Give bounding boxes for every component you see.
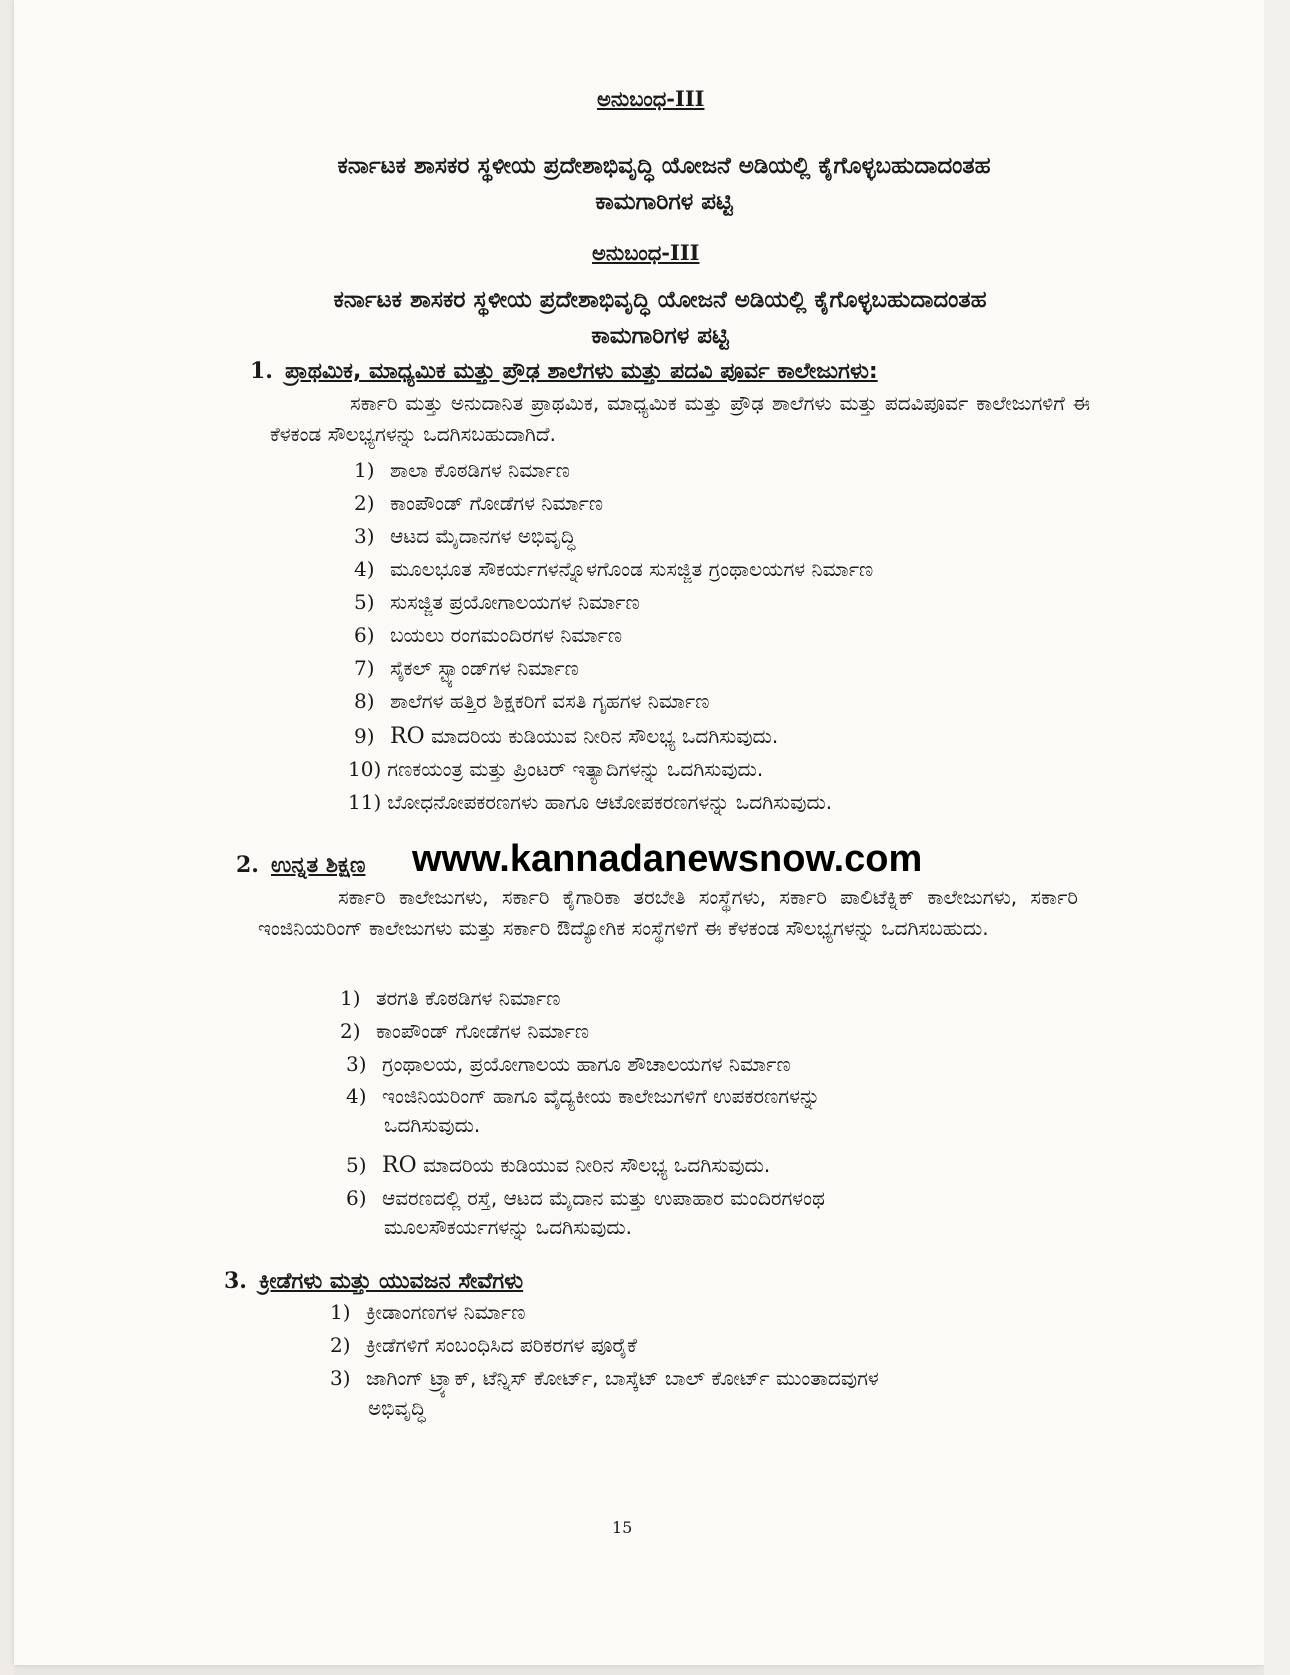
section-title: ಕ್ರೀಡೆಗಳು ಮತ್ತು ಯುವಜನ ಸೇವೆಗಳು	[258, 1269, 524, 1294]
list-item: 5) ಸುಸಜ್ಜಿತ ಪ್ರಯೋಗಾಲಯಗಳ ನಿರ್ಮಾಣ	[354, 590, 640, 614]
title-line-1: ಕರ್ನಾಟಕ ಶಾಸಕರ ಸ್ಥಳೀಯ ಪ್ರದೇಶಾಭಿವೃದ್ಧಿ ಯೋಜನೆ ಅಡಿಯಲ್ಲಿ ಕೈಗೊಳ್ಳಬಹುದಾದಂತಹ	[333, 287, 987, 313]
title-line-2: ಕಾಮಗಾರಿಗಳ ಪಟ್ಟಿ	[595, 189, 733, 215]
list-item: 11) ಬೋಧನೋಪಕರಣಗಳು ಹಾಗೂ ಆಟೋಪಕರಣಗಳನ್ನು ಒದಗಿಸುವುದು.	[348, 790, 833, 814]
section-title: ಪ್ರಾಥಮಿಕ, ಮಾಧ್ಯಮಿಕ ಮತ್ತು ಪ್ರೌಢ ಶಾಲೆಗಳು ಮತ್ತು ಪದವಿ ಪೂರ್ವ ಕಾಲೇಜುಗಳು:	[284, 359, 878, 384]
title-line-2: ಕಾಮಗಾರಿಗಳ ಪಟ್ಟಿ	[591, 323, 729, 349]
list-item: 9) RO ಮಾದರಿಯ ಕುಡಿಯುವ ನೀರಿನ ಸೌಲಭ್ಯ ಒದಗಿಸುವುದು.	[354, 724, 779, 749]
section-2-intro: ಸರ್ಕಾರಿ ಕಾಲೇಜುಗಳು, ಸರ್ಕಾರಿ ಕೈಗಾರಿಕಾ ತರಬೇತಿ ಸಂಸ್ಥೆಗಳು, ಸರ್ಕಾರಿ ಪಾಲಿಟೆಕ್ನಿಕ್ ಕಾಲೇಜುಗಳು, ಸರ್ಕಾರಿ ಇಂಜಿನಿಯರಿಂಗ್ ಕಾಲೇಜುಗಳು ಮತ್ತು ಸರ್ಕಾರಿ ಔದ್ಯೋಗಿಕ ಸಂಸ್ಥೆಗಳಿಗೆ ಈ ಕೆಳಕಂಡ ಸೌಲಭ್ಯಗಳನ್ನು ಒದಗಿಸಬಹುದು.	[258, 885, 1078, 940]
document-title	[210, 282, 1110, 354]
list-item: 3) ಜಾಗಿಂಗ್ ಟ್ರ್ಯಾಕ್, ಟೆನ್ನಿಸ್ ಕೋರ್ಟ್, ಬಾಸ್ಕೆಟ್ ಬಾಲ್ ಕೋರ್ಟ್ ಮುಂತಾದವುಗಳ	[330, 1366, 879, 1390]
section-3-heading	[224, 1268, 523, 1294]
list-item: 5) RO ಮಾದರಿಯ ಕುಡಿಯುವ ನೀರಿನ ಸೌಲಭ್ಯ ಒದಗಿಸುವುದು.	[346, 1153, 771, 1178]
list-item-continuation: ಮೂಲಸೌಕರ್ಯಗಳನ್ನು ಒದಗಿಸುವುದು.	[384, 1215, 633, 1239]
section-number: 1.	[250, 358, 273, 384]
document-page	[14, 0, 1264, 1665]
document-title-top	[214, 148, 1114, 220]
watermark: www.kannadanewsnow.com	[412, 838, 923, 880]
title-line-1: ಕರ್ನಾಟಕ ಶಾಸಕರ ಸ್ಥಳೀಯ ಪ್ರದೇಶಾಭಿವೃದ್ಧಿ ಯೋಜನೆ ಅಡಿಯಲ್ಲಿ ಕೈಗೊಳ್ಳಬಹುದಾದಂತಹ	[337, 153, 991, 179]
list-item: 4) ಮೂಲಭೂತ ಸೌಕರ್ಯಗಳನ್ನೊಳಗೊಂಡ ಸುಸಜ್ಜಿತ ಗ್ರಂಥಾಲಯಗಳ ನಿರ್ಮಾಣ	[354, 557, 874, 581]
section-1-heading	[250, 358, 878, 384]
list-item: 1) ಕ್ರೀಡಾಂಗಣಗಳ ನಿರ್ಮಾಣ	[330, 1300, 526, 1324]
list-item: 6) ಬಯಲು ರಂಗಮಂದಿರಗಳ ನಿರ್ಮಾಣ	[354, 623, 623, 647]
list-item: 4) ಇಂಜಿನಿಯರಿಂಗ್ ಹಾಗೂ ವೈದ್ಯಕೀಯ ಕಾಲೇಜುಗಳಿಗೆ ಉಪಕರಣಗಳನ್ನು	[346, 1084, 821, 1108]
annex-label-top: ಅನುಬಂಧ-III	[597, 86, 705, 111]
annex-label: ಅನುಬಂಧ-III	[592, 240, 700, 265]
list-item: 3) ಗ್ರಂಥಾಲಯ, ಪ್ರಯೋಗಾಲಯ ಹಾಗೂ ಶೌಚಾಲಯಗಳ ನಿರ್ಮಾಣ	[346, 1052, 791, 1076]
section-2-heading	[236, 852, 365, 878]
section-1-intro: ಸರ್ಕಾರಿ ಮತ್ತು ಅನುದಾನಿತ ಪ್ರಾಥಮಿಕ, ಮಾಧ್ಯಮಿಕ ಮತ್ತು ಪ್ರೌಢ ಶಾಲೆಗಳು ಮತ್ತು ಪದವಿಪೂರ್ವ ಕಾಲೇಜುಗಳಿಗೆ ಈ ಕೆಳಕಂಡ ಸೌಲಭ್ಯಗಳನ್ನು ಒದಗಿಸಬಹುದಾಗಿದೆ.	[270, 391, 1090, 446]
section-number: 3.	[224, 1268, 247, 1294]
list-item: 2) ಕಾಂಪೌಂಡ್ ಗೋಡೆಗಳ ನಿರ್ಮಾಣ	[340, 1019, 590, 1043]
list-item: 1) ತರಗತಿ ಕೊಠಡಿಗಳ ನಿರ್ಮಾಣ	[340, 986, 561, 1010]
list-item-continuation: ಒದಗಿಸುವುದು.	[384, 1113, 481, 1137]
page-edge-right	[1264, 0, 1290, 1675]
list-item: 1) ಶಾಲಾ ಕೊಠಡಿಗಳ ನಿರ್ಮಾಣ	[354, 458, 570, 482]
list-item: 7) ಸೈಕಲ್ ಸ್ಟ್ಯಾಂಡ್‌ಗಳ ನಿರ್ಮಾಣ	[354, 656, 579, 680]
list-item: 3) ಆಟದ ಮೈದಾನಗಳ ಅಭಿವೃದ್ಧಿ	[354, 524, 576, 548]
list-item: 10) ಗಣಕಯಂತ್ರ ಮತ್ತು ಪ್ರಿಂಟರ್ ಇತ್ಯಾದಿಗಳನ್ನು ಒದಗಿಸುವುದು.	[348, 757, 764, 781]
list-item: 2) ಕಾಂಪೌಂಡ್ ಗೋಡೆಗಳ ನಿರ್ಮಾಣ	[354, 491, 604, 515]
page-edge-left	[0, 0, 14, 1675]
page-number: 15	[612, 1518, 633, 1537]
list-item: 2) ಕ್ರೀಡೆಗಳಿಗೆ ಸಂಬಂಧಿಸಿದ ಪರಿಕರಗಳ ಪೂರೈಕೆ	[330, 1333, 637, 1357]
list-item: 8) ಶಾಲೆಗಳ ಹತ್ತಿರ ಶಿಕ್ಷಕರಿಗೆ ವಸತಿ ಗೃಹಗಳ ನಿರ್ಮಾಣ	[354, 689, 710, 713]
list-item: 6) ಆವರಣದಲ್ಲಿ ರಸ್ತೆ, ಆಟದ ಮೈದಾನ ಮತ್ತು ಉಪಾಹಾರ ಮಂದಿರಗಳಂಥ	[346, 1186, 825, 1210]
list-item-continuation: ಅಭಿವೃದ್ಧಿ	[368, 1396, 426, 1420]
section-title: ಉನ್ನತ ಶಿಕ್ಷಣ	[270, 853, 366, 878]
section-number: 2.	[236, 852, 259, 878]
